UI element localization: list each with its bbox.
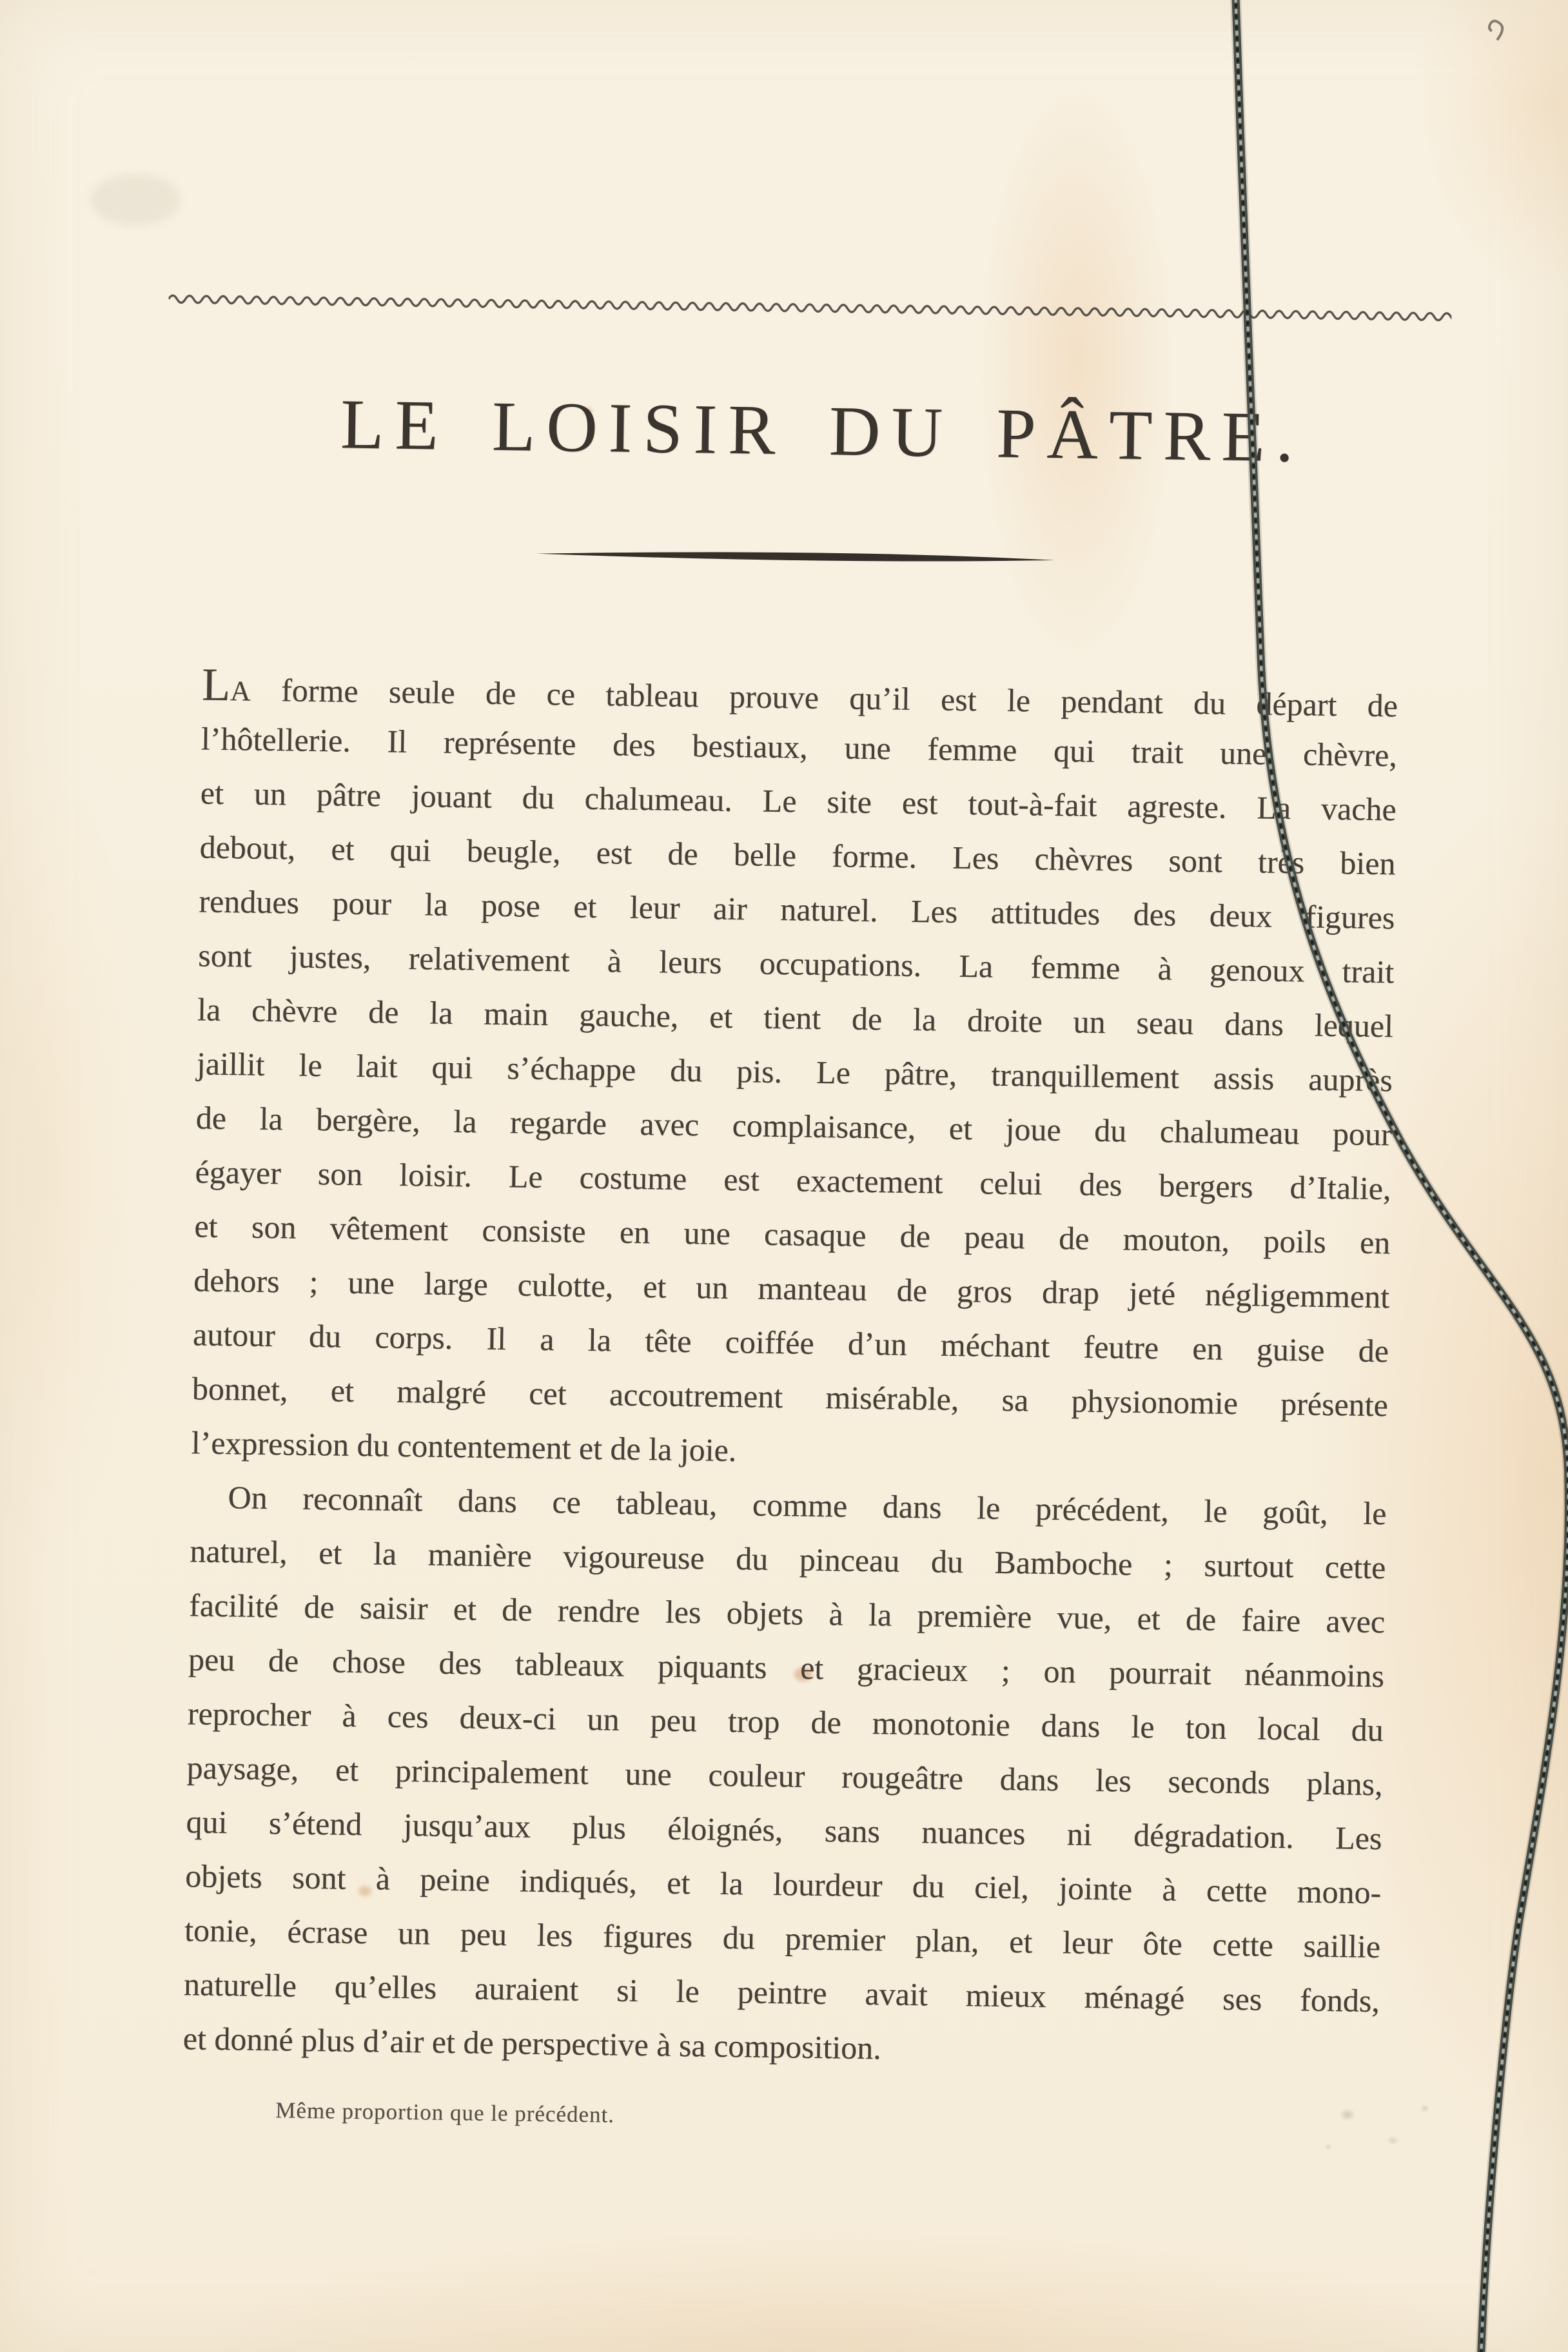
text-line: naturel, et la manière vigoureuse du pinceau du Bamboche ; surtout cette bbox=[190, 1533, 1386, 1586]
text-line: l’expression du contentement et de la joie. bbox=[191, 1424, 737, 1469]
text-line: et donné plus d’air et de perspective à sa composition. bbox=[182, 2020, 882, 2066]
small-cap: A bbox=[230, 675, 251, 707]
text-line: tonie, écrase un peu les figures du premier plan, et leur ôte cette saillie bbox=[184, 1912, 1381, 1965]
text-line: bonnet, et malgré cet accoutrement misérable, sa physionomie présente bbox=[191, 1370, 1389, 1424]
text-line: de la bergère, la regarde avec complaisance, et joue du chalumeau pour bbox=[195, 1099, 1393, 1153]
text-line: rendues pour la pose et leur air naturel. Les attitudes des deux figures bbox=[199, 883, 1395, 936]
text-line: et son vêtement consiste en une casaque de peau de mouton, poils en bbox=[194, 1208, 1391, 1261]
title-underline-rule bbox=[535, 548, 1057, 568]
text-line: paysage, et principalement une couleur rougeâtre dans les seconds plans, bbox=[186, 1749, 1383, 1803]
text-line: reprocher à ces deux-ci un peu trop de monotonie dans le ton local du bbox=[187, 1695, 1384, 1749]
page-title: LE LOISIR DU PÂTRE. bbox=[340, 384, 1306, 477]
body-text bbox=[182, 657, 1398, 2082]
text-line: l’hôtellerie. Il représente des bestiaux, une femme qui trait une chèvre, bbox=[201, 720, 1398, 774]
text-line: facilité de saisir et de rendre les objets à la première vue, et de faire avec bbox=[188, 1587, 1386, 1640]
text-line: sont justes, relativement à leurs occupations. La femme à genoux trait bbox=[197, 937, 1395, 990]
line-text: forme seule de ce tableau prouve qu’il est le pendant du départ de bbox=[280, 672, 1398, 724]
text-line: autour du corps. Il a la tête coiffée d’un méchant feutre en guise de bbox=[192, 1316, 1389, 1369]
text-line: jaillit le lait qui s’échappe du pis. Le pâtre, tranquillement assis auprès bbox=[196, 1045, 1393, 1099]
text-line: égayer son loisir. Le costume est exactement celui des bergers d’Italie, bbox=[195, 1153, 1391, 1207]
drop-cap: L bbox=[201, 658, 231, 711]
text-line: qui s’étend jusqu’aux plus éloignés, sans nuances ni dégradation. Les bbox=[186, 1803, 1382, 1857]
text-line: la chèvre de la main gauche, et tient de la droite un seau dans lequel bbox=[197, 991, 1394, 1044]
paragraph-1 bbox=[191, 711, 1397, 1486]
text-line: objets sont à peine indiqués, et la lourdeur du ciel, jointe à cette mono- bbox=[185, 1857, 1382, 1911]
text-line: dehors ; une large culotte, et un manteau de gros drap jeté négligemment bbox=[193, 1262, 1390, 1315]
text-line: debout, et qui beugle, est de belle forme. Les chèvres sont très bien bbox=[199, 828, 1396, 882]
footnote: Même proportion que le précédent. bbox=[275, 2097, 615, 2128]
text-line: peu de chose des tableaux piquants et gracieux ; on pourrait néanmoins bbox=[188, 1641, 1385, 1694]
text-line: On reconnaît dans ce tableau, comme dans le précédent, le goût, le bbox=[228, 1479, 1387, 1532]
text-line: et un pâtre jouant du chalumeau. Le site est tout-à-fait agreste. La vache bbox=[200, 774, 1397, 828]
decorative-rule bbox=[168, 291, 1451, 326]
text-line: naturelle qu’elles auraient si le peintre avait mieux ménagé ses fonds, bbox=[183, 1966, 1380, 2019]
paragraph-2 bbox=[182, 1469, 1387, 2082]
